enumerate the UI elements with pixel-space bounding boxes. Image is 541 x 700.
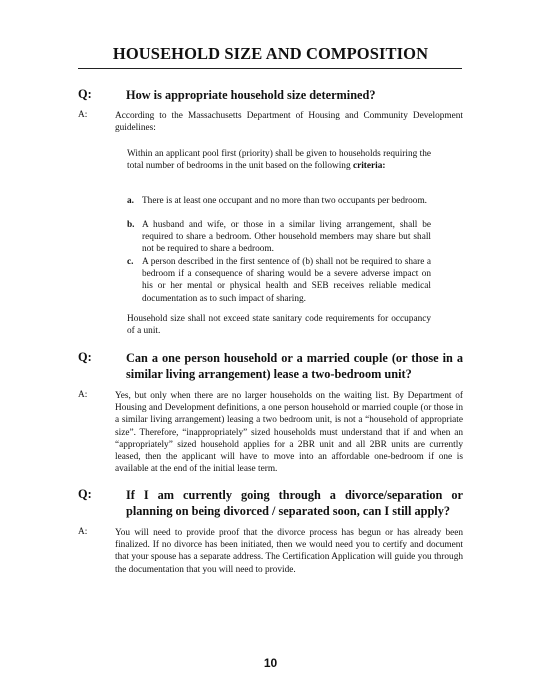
q2-answer-label: A: bbox=[78, 390, 88, 400]
q1-item-b bbox=[127, 219, 431, 256]
q1-item-b-letter: b. bbox=[127, 220, 135, 230]
q1-item-a-text: There is at least one occupant and no more than two occupants per bedroom. bbox=[142, 196, 428, 206]
q2-label: Q: bbox=[78, 350, 92, 364]
q3-answer-label: A: bbox=[78, 527, 88, 537]
q1-item-c-text: A person described in the first sentence of (b) shall not be required to share a bedroom if a consequence of sharing would be a severe adverse impact on his or her mental or physical health and SEB receives reliable medical documentation as to such impact of sharing. bbox=[142, 257, 431, 304]
q1-closing: Household size shall not exceed state sanitary code requirements for occupancy of a unit. bbox=[127, 314, 431, 337]
q1-item-a-letter: a. bbox=[127, 196, 134, 206]
q1-item-c bbox=[127, 256, 431, 305]
title-rule bbox=[78, 68, 462, 69]
q1-criteria-intro-text: Within an applicant pool first (priority) shall be given to households requiring the total number of bedrooms in the unit based on the following bbox=[127, 149, 431, 172]
q1-label: Q: bbox=[78, 87, 92, 101]
q1-answer-label: A: bbox=[78, 110, 88, 120]
q2-question: Can a one person household or a married couple (or those in a similar living arrangement) lease a two-bedroom unit? bbox=[126, 351, 463, 381]
q1-question: How is appropriate household size determined? bbox=[126, 88, 376, 102]
q2-answer: Yes, but only when there are no larger households on the waiting list. By Department of Housing and Development definitions, a one person household or married couple (or those in a similar living arrangement) leasing a two bedroom unit, is not a “household of appropriate size”. Therefore, “inappropriately” sized households must understand that if and when an “appropriately” sized household applies for a 2BR unit and all 2BR units are currently leased, then the applicant will have to move into an affordable one-bedroom if one is available at the end of the initial lease term. bbox=[115, 391, 463, 475]
q1-item-b-text: A husband and wife, or those in a similar living arrangement, shall be required to share a bedroom. Other household members may share but shall not be required to share a bedroom. bbox=[142, 220, 431, 255]
page-number: 10 bbox=[263, 656, 278, 670]
q1-criteria-intro bbox=[127, 148, 431, 172]
q1-item-a bbox=[127, 195, 431, 207]
q3-question: If I am currently going through a divorce/separation or planning on being divorced / separated soon, can I still apply? bbox=[126, 488, 463, 518]
q3-answer: You will need to provide proof that the divorce process has begun or has already been finalized. If no divorce has been initiated, then we would need you to certify and document that your spouse has a separate address. The Certification Application will guide you through the documentation that you will need to provide. bbox=[115, 528, 463, 575]
q1-answer-intro: According to the Massachusetts Department of Housing and Community Development guidelines: bbox=[115, 111, 463, 134]
q1-item-c-letter: c. bbox=[127, 257, 134, 267]
q1-criteria-word: criteria: bbox=[352, 161, 386, 172]
q3-label: Q: bbox=[78, 487, 92, 501]
page-title: HOUSEHOLD SIZE AND COMPOSITION bbox=[112, 44, 429, 63]
